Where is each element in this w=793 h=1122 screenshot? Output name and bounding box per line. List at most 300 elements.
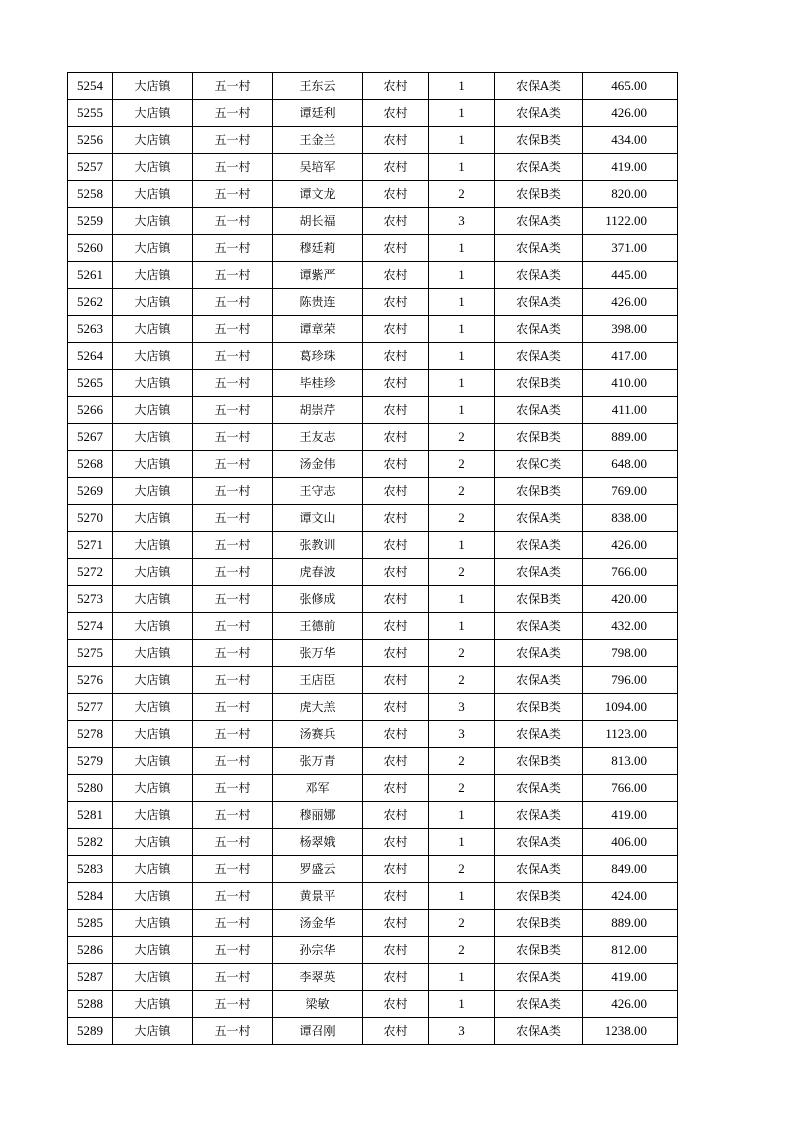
row-id-cell: 5279: [68, 748, 113, 775]
category-cell: 农保A类: [495, 316, 583, 343]
table-row: [68, 100, 678, 127]
village-cell: 五一村: [193, 397, 273, 424]
row-id-cell: 5261: [68, 262, 113, 289]
table-row: [68, 748, 678, 775]
row-id-cell: 5276: [68, 667, 113, 694]
row-id-cell: 5257: [68, 154, 113, 181]
amount-cell: 889.00: [583, 424, 678, 451]
amount-cell: 1094.00: [583, 694, 678, 721]
persons-cell: 1: [429, 289, 495, 316]
category-cell: 农保A类: [495, 829, 583, 856]
amount-cell: 445.00: [583, 262, 678, 289]
village-cell: 五一村: [193, 613, 273, 640]
persons-cell: 3: [429, 694, 495, 721]
name-cell: 罗盛云: [273, 856, 363, 883]
category-cell: 农保A类: [495, 964, 583, 991]
name-cell: 黄景平: [273, 883, 363, 910]
category-cell: 农保C类: [495, 451, 583, 478]
row-id-cell: 5275: [68, 640, 113, 667]
household-type-cell: 农村: [363, 1018, 429, 1045]
town-cell: 大店镇: [113, 910, 193, 937]
town-cell: 大店镇: [113, 208, 193, 235]
persons-cell: 2: [429, 451, 495, 478]
village-cell: 五一村: [193, 532, 273, 559]
name-cell: 王店臣: [273, 667, 363, 694]
household-type-cell: 农村: [363, 748, 429, 775]
persons-cell: 2: [429, 181, 495, 208]
town-cell: 大店镇: [113, 559, 193, 586]
row-id-cell: 5271: [68, 532, 113, 559]
table-row: [68, 181, 678, 208]
name-cell: 邓军: [273, 775, 363, 802]
table-row: [68, 802, 678, 829]
household-type-cell: 农村: [363, 316, 429, 343]
household-type-cell: 农村: [363, 262, 429, 289]
category-cell: 农保B类: [495, 937, 583, 964]
persons-cell: 1: [429, 397, 495, 424]
category-cell: 农保B类: [495, 478, 583, 505]
household-type-cell: 农村: [363, 370, 429, 397]
row-id-cell: 5263: [68, 316, 113, 343]
town-cell: 大店镇: [113, 262, 193, 289]
household-type-cell: 农村: [363, 181, 429, 208]
town-cell: 大店镇: [113, 154, 193, 181]
name-cell: 穆丽娜: [273, 802, 363, 829]
row-id-cell: 5260: [68, 235, 113, 262]
table-row: [68, 478, 678, 505]
household-type-cell: 农村: [363, 397, 429, 424]
row-id-cell: 5258: [68, 181, 113, 208]
persons-cell: 2: [429, 910, 495, 937]
name-cell: 汤金华: [273, 910, 363, 937]
category-cell: 农保B类: [495, 748, 583, 775]
name-cell: 谭章荣: [273, 316, 363, 343]
name-cell: 胡崇芹: [273, 397, 363, 424]
persons-cell: 1: [429, 991, 495, 1018]
household-type-cell: 农村: [363, 424, 429, 451]
row-id-cell: 5270: [68, 505, 113, 532]
row-id-cell: 5256: [68, 127, 113, 154]
table-row: [68, 559, 678, 586]
amount-cell: 648.00: [583, 451, 678, 478]
persons-cell: 2: [429, 856, 495, 883]
town-cell: 大店镇: [113, 181, 193, 208]
amount-cell: 410.00: [583, 370, 678, 397]
persons-cell: 1: [429, 316, 495, 343]
town-cell: 大店镇: [113, 370, 193, 397]
category-cell: 农保A类: [495, 73, 583, 100]
persons-cell: 2: [429, 424, 495, 451]
table-row: [68, 154, 678, 181]
town-cell: 大店镇: [113, 1018, 193, 1045]
amount-cell: 419.00: [583, 964, 678, 991]
amount-cell: 426.00: [583, 532, 678, 559]
village-cell: 五一村: [193, 181, 273, 208]
table-row: [68, 640, 678, 667]
persons-cell: 2: [429, 937, 495, 964]
amount-cell: 406.00: [583, 829, 678, 856]
town-cell: 大店镇: [113, 721, 193, 748]
row-id-cell: 5262: [68, 289, 113, 316]
persons-cell: 2: [429, 667, 495, 694]
name-cell: 吴培军: [273, 154, 363, 181]
household-type-cell: 农村: [363, 775, 429, 802]
row-id-cell: 5286: [68, 937, 113, 964]
category-cell: 农保A类: [495, 559, 583, 586]
table-row: [68, 127, 678, 154]
amount-cell: 1122.00: [583, 208, 678, 235]
town-cell: 大店镇: [113, 856, 193, 883]
household-type-cell: 农村: [363, 532, 429, 559]
town-cell: 大店镇: [113, 343, 193, 370]
persons-cell: 2: [429, 748, 495, 775]
table-row: [68, 370, 678, 397]
name-cell: 王金兰: [273, 127, 363, 154]
category-cell: 农保A类: [495, 721, 583, 748]
town-cell: 大店镇: [113, 73, 193, 100]
roster-body: [68, 73, 678, 1045]
name-cell: 胡长福: [273, 208, 363, 235]
persons-cell: 3: [429, 1018, 495, 1045]
name-cell: 穆廷莉: [273, 235, 363, 262]
village-cell: 五一村: [193, 316, 273, 343]
town-cell: 大店镇: [113, 478, 193, 505]
town-cell: 大店镇: [113, 100, 193, 127]
category-cell: 农保A类: [495, 856, 583, 883]
amount-cell: 411.00: [583, 397, 678, 424]
household-type-cell: 农村: [363, 991, 429, 1018]
category-cell: 农保A类: [495, 343, 583, 370]
row-id-cell: 5282: [68, 829, 113, 856]
town-cell: 大店镇: [113, 775, 193, 802]
name-cell: 虎大羔: [273, 694, 363, 721]
row-id-cell: 5289: [68, 1018, 113, 1045]
row-id-cell: 5288: [68, 991, 113, 1018]
town-cell: 大店镇: [113, 424, 193, 451]
amount-cell: 849.00: [583, 856, 678, 883]
category-cell: 农保A类: [495, 154, 583, 181]
category-cell: 农保B类: [495, 181, 583, 208]
persons-cell: 1: [429, 964, 495, 991]
village-cell: 五一村: [193, 343, 273, 370]
household-type-cell: 农村: [363, 883, 429, 910]
category-cell: 农保B类: [495, 424, 583, 451]
village-cell: 五一村: [193, 964, 273, 991]
persons-cell: 1: [429, 370, 495, 397]
village-cell: 五一村: [193, 505, 273, 532]
village-cell: 五一村: [193, 289, 273, 316]
row-id-cell: 5284: [68, 883, 113, 910]
amount-cell: 1238.00: [583, 1018, 678, 1045]
name-cell: 李翠英: [273, 964, 363, 991]
town-cell: 大店镇: [113, 505, 193, 532]
table-row: [68, 424, 678, 451]
table-row: [68, 694, 678, 721]
name-cell: 张教训: [273, 532, 363, 559]
name-cell: 王友志: [273, 424, 363, 451]
household-type-cell: 农村: [363, 127, 429, 154]
category-cell: 农保A类: [495, 667, 583, 694]
row-id-cell: 5273: [68, 586, 113, 613]
persons-cell: 3: [429, 721, 495, 748]
category-cell: 农保A类: [495, 289, 583, 316]
persons-cell: 2: [429, 559, 495, 586]
name-cell: 汤赛兵: [273, 721, 363, 748]
table-row: [68, 208, 678, 235]
town-cell: 大店镇: [113, 235, 193, 262]
row-id-cell: 5283: [68, 856, 113, 883]
village-cell: 五一村: [193, 991, 273, 1018]
village-cell: 五一村: [193, 208, 273, 235]
persons-cell: 1: [429, 829, 495, 856]
amount-cell: 798.00: [583, 640, 678, 667]
town-cell: 大店镇: [113, 316, 193, 343]
table-row: [68, 235, 678, 262]
village-cell: 五一村: [193, 640, 273, 667]
village-cell: 五一村: [193, 127, 273, 154]
name-cell: 汤金伟: [273, 451, 363, 478]
table-row: [68, 667, 678, 694]
row-id-cell: 5254: [68, 73, 113, 100]
persons-cell: 1: [429, 802, 495, 829]
household-type-cell: 农村: [363, 289, 429, 316]
row-id-cell: 5280: [68, 775, 113, 802]
town-cell: 大店镇: [113, 127, 193, 154]
village-cell: 五一村: [193, 856, 273, 883]
table-row: [68, 937, 678, 964]
name-cell: 葛珍珠: [273, 343, 363, 370]
town-cell: 大店镇: [113, 802, 193, 829]
category-cell: 农保B类: [495, 370, 583, 397]
town-cell: 大店镇: [113, 397, 193, 424]
name-cell: 陈贵连: [273, 289, 363, 316]
name-cell: 梁敏: [273, 991, 363, 1018]
name-cell: 谭文山: [273, 505, 363, 532]
persons-cell: 1: [429, 532, 495, 559]
town-cell: 大店镇: [113, 451, 193, 478]
town-cell: 大店镇: [113, 991, 193, 1018]
row-id-cell: 5277: [68, 694, 113, 721]
household-type-cell: 农村: [363, 640, 429, 667]
village-cell: 五一村: [193, 937, 273, 964]
village-cell: 五一村: [193, 694, 273, 721]
household-type-cell: 农村: [363, 559, 429, 586]
amount-cell: 465.00: [583, 73, 678, 100]
persons-cell: 1: [429, 262, 495, 289]
household-type-cell: 农村: [363, 910, 429, 937]
household-type-cell: 农村: [363, 343, 429, 370]
household-type-cell: 农村: [363, 208, 429, 235]
persons-cell: 1: [429, 235, 495, 262]
amount-cell: 1123.00: [583, 721, 678, 748]
amount-cell: 419.00: [583, 802, 678, 829]
category-cell: 农保B类: [495, 127, 583, 154]
amount-cell: 766.00: [583, 775, 678, 802]
village-cell: 五一村: [193, 802, 273, 829]
household-type-cell: 农村: [363, 451, 429, 478]
row-id-cell: 5281: [68, 802, 113, 829]
roster-table: [67, 72, 678, 1045]
town-cell: 大店镇: [113, 694, 193, 721]
household-type-cell: 农村: [363, 235, 429, 262]
table-row: [68, 343, 678, 370]
name-cell: 谭紫严: [273, 262, 363, 289]
amount-cell: 426.00: [583, 100, 678, 127]
row-id-cell: 5259: [68, 208, 113, 235]
household-type-cell: 农村: [363, 505, 429, 532]
village-cell: 五一村: [193, 235, 273, 262]
household-type-cell: 农村: [363, 100, 429, 127]
category-cell: 农保A类: [495, 235, 583, 262]
table-row: [68, 613, 678, 640]
town-cell: 大店镇: [113, 883, 193, 910]
table-row: [68, 910, 678, 937]
category-cell: 农保B类: [495, 910, 583, 937]
household-type-cell: 农村: [363, 964, 429, 991]
amount-cell: 432.00: [583, 613, 678, 640]
household-type-cell: 农村: [363, 856, 429, 883]
village-cell: 五一村: [193, 478, 273, 505]
persons-cell: 2: [429, 505, 495, 532]
category-cell: 农保A类: [495, 262, 583, 289]
amount-cell: 766.00: [583, 559, 678, 586]
persons-cell: 2: [429, 478, 495, 505]
village-cell: 五一村: [193, 154, 273, 181]
amount-cell: 812.00: [583, 937, 678, 964]
table-row: [68, 262, 678, 289]
table-row: [68, 532, 678, 559]
row-id-cell: 5264: [68, 343, 113, 370]
name-cell: 谭廷利: [273, 100, 363, 127]
name-cell: 王守志: [273, 478, 363, 505]
amount-cell: 820.00: [583, 181, 678, 208]
amount-cell: 398.00: [583, 316, 678, 343]
amount-cell: 417.00: [583, 343, 678, 370]
village-cell: 五一村: [193, 262, 273, 289]
name-cell: 王德前: [273, 613, 363, 640]
persons-cell: 1: [429, 127, 495, 154]
name-cell: 张万青: [273, 748, 363, 775]
category-cell: 农保A类: [495, 397, 583, 424]
category-cell: 农保B类: [495, 694, 583, 721]
town-cell: 大店镇: [113, 586, 193, 613]
amount-cell: 813.00: [583, 748, 678, 775]
amount-cell: 419.00: [583, 154, 678, 181]
amount-cell: 426.00: [583, 991, 678, 1018]
table-row: [68, 505, 678, 532]
persons-cell: 2: [429, 640, 495, 667]
table-row: [68, 721, 678, 748]
name-cell: 谭文龙: [273, 181, 363, 208]
amount-cell: 434.00: [583, 127, 678, 154]
persons-cell: 1: [429, 883, 495, 910]
village-cell: 五一村: [193, 748, 273, 775]
persons-cell: 1: [429, 154, 495, 181]
village-cell: 五一村: [193, 775, 273, 802]
table-row: [68, 1018, 678, 1045]
row-id-cell: 5278: [68, 721, 113, 748]
village-cell: 五一村: [193, 424, 273, 451]
row-id-cell: 5255: [68, 100, 113, 127]
persons-cell: 1: [429, 343, 495, 370]
town-cell: 大店镇: [113, 289, 193, 316]
table-row: [68, 883, 678, 910]
category-cell: 农保B类: [495, 883, 583, 910]
category-cell: 农保A类: [495, 640, 583, 667]
category-cell: 农保A类: [495, 613, 583, 640]
table-row: [68, 289, 678, 316]
row-id-cell: 5265: [68, 370, 113, 397]
amount-cell: 838.00: [583, 505, 678, 532]
row-id-cell: 5268: [68, 451, 113, 478]
household-type-cell: 农村: [363, 802, 429, 829]
row-id-cell: 5267: [68, 424, 113, 451]
name-cell: 张万华: [273, 640, 363, 667]
amount-cell: 424.00: [583, 883, 678, 910]
persons-cell: 1: [429, 73, 495, 100]
table-row: [68, 397, 678, 424]
table-row: [68, 964, 678, 991]
persons-cell: 2: [429, 775, 495, 802]
household-type-cell: 农村: [363, 154, 429, 181]
row-id-cell: 5266: [68, 397, 113, 424]
village-cell: 五一村: [193, 73, 273, 100]
name-cell: 虎春波: [273, 559, 363, 586]
amount-cell: 420.00: [583, 586, 678, 613]
village-cell: 五一村: [193, 829, 273, 856]
household-type-cell: 农村: [363, 586, 429, 613]
household-type-cell: 农村: [363, 613, 429, 640]
table-row: [68, 775, 678, 802]
category-cell: 农保A类: [495, 532, 583, 559]
category-cell: 农保A类: [495, 991, 583, 1018]
household-type-cell: 农村: [363, 73, 429, 100]
category-cell: 农保A类: [495, 100, 583, 127]
town-cell: 大店镇: [113, 937, 193, 964]
town-cell: 大店镇: [113, 964, 193, 991]
village-cell: 五一村: [193, 883, 273, 910]
persons-cell: 3: [429, 208, 495, 235]
amount-cell: 889.00: [583, 910, 678, 937]
town-cell: 大店镇: [113, 613, 193, 640]
household-type-cell: 农村: [363, 937, 429, 964]
village-cell: 五一村: [193, 586, 273, 613]
persons-cell: 1: [429, 100, 495, 127]
table-row: [68, 991, 678, 1018]
category-cell: 农保A类: [495, 1018, 583, 1045]
name-cell: 孙宗华: [273, 937, 363, 964]
village-cell: 五一村: [193, 559, 273, 586]
village-cell: 五一村: [193, 100, 273, 127]
persons-cell: 1: [429, 586, 495, 613]
name-cell: 王东云: [273, 73, 363, 100]
village-cell: 五一村: [193, 721, 273, 748]
town-cell: 大店镇: [113, 667, 193, 694]
name-cell: 张修成: [273, 586, 363, 613]
town-cell: 大店镇: [113, 640, 193, 667]
town-cell: 大店镇: [113, 532, 193, 559]
row-id-cell: 5287: [68, 964, 113, 991]
row-id-cell: 5269: [68, 478, 113, 505]
row-id-cell: 5285: [68, 910, 113, 937]
household-type-cell: 农村: [363, 478, 429, 505]
name-cell: 杨翠娥: [273, 829, 363, 856]
category-cell: 农保A类: [495, 208, 583, 235]
household-type-cell: 农村: [363, 667, 429, 694]
table-row: [68, 451, 678, 478]
table-row: [68, 316, 678, 343]
category-cell: 农保A类: [495, 802, 583, 829]
